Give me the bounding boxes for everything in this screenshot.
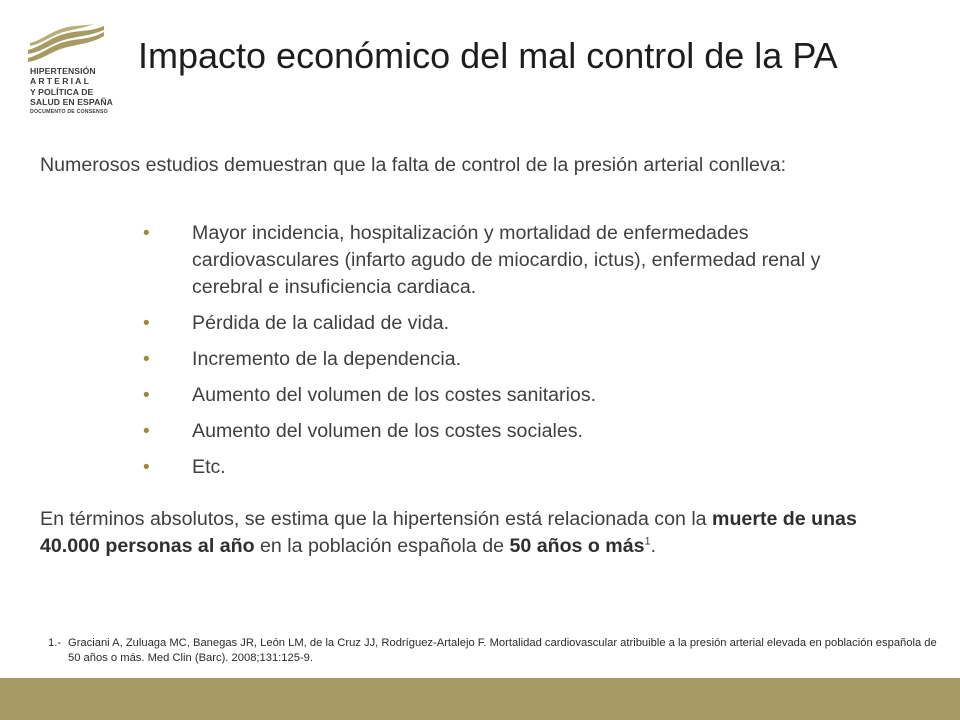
bullet-text: Mayor incidencia, hospitalización y mortalidad de enfermedades cardiovasculares (infarto agudo de miocardio, ictus), enfermedad renal y cerebral e insuficiencia cardiaca.: [192, 222, 821, 298]
bullet-icon: •: [143, 349, 150, 370]
list-item: [143, 418, 893, 445]
list-item: [143, 454, 893, 481]
conclusion-highlight-deaths: muerte de unas 40.000 personas al año: [40, 508, 857, 557]
list-item: [143, 346, 893, 373]
conclusion-text-1: En términos absolutos, se estima que la hipertensión está relacionada con la: [40, 508, 713, 530]
reference-number: 1.-: [48, 637, 62, 649]
conclusion-highlight-age: 50 años o más: [509, 535, 645, 557]
hypertension-logo: [24, 24, 113, 124]
bullet-icon: •: [143, 385, 150, 406]
logo-line-3: Y POLÍTICA DE: [30, 86, 94, 97]
conclusion-text-3: .: [650, 535, 657, 557]
bullet-list: [143, 220, 893, 490]
bullet-text: Aumento del volumen de los costes sociales.: [192, 420, 583, 442]
bullet-text: Aumento del volumen de los costes sanitarios.: [192, 384, 597, 406]
bullet-text: Pérdida de la calidad de vida.: [192, 312, 450, 334]
footer-bar: [0, 678, 960, 720]
bullet-icon: •: [143, 421, 150, 442]
conclusion-paragraph: [40, 506, 900, 560]
conclusion-text-2: en la población española de: [254, 535, 510, 557]
bullet-icon: •: [143, 313, 150, 334]
bullet-icon: •: [143, 457, 150, 478]
citation-superscript: 1: [644, 535, 651, 548]
bullet-icon: •: [143, 223, 150, 244]
bullet-text: Incremento de la dependencia.: [192, 348, 462, 370]
slide-title: Impacto económico del mal control de la PA: [138, 35, 838, 76]
logo-wave-icon: [24, 24, 108, 64]
logo-line-5: DOCUMENTO DE CONSENSO: [30, 108, 108, 115]
reference-footnote: [48, 636, 938, 666]
list-item: [143, 220, 893, 301]
intro-paragraph: Numerosos estudios demuestran que la falta de control de la presión arterial conlleva:: [40, 154, 787, 176]
reference-text: Graciani A, Zuluaga MC, Banegas JR, León LM, de la Cruz JJ, Rodríguez-Artalejo F. Mortalidad cardiovascular atribuible a la presión arterial elevada en población española de 50 años o más. Med Clin (Barc). 2008;131:125-9.: [68, 637, 937, 664]
logo-line-2: ARTERIAL: [30, 76, 92, 87]
list-item: [143, 382, 893, 409]
logo-line-4: SALUD EN ESPAÑA: [30, 97, 113, 108]
list-item: [143, 310, 893, 337]
bullet-text: Etc.: [192, 456, 226, 478]
logo-line-1: HIPERTENSIÓN: [30, 66, 96, 76]
